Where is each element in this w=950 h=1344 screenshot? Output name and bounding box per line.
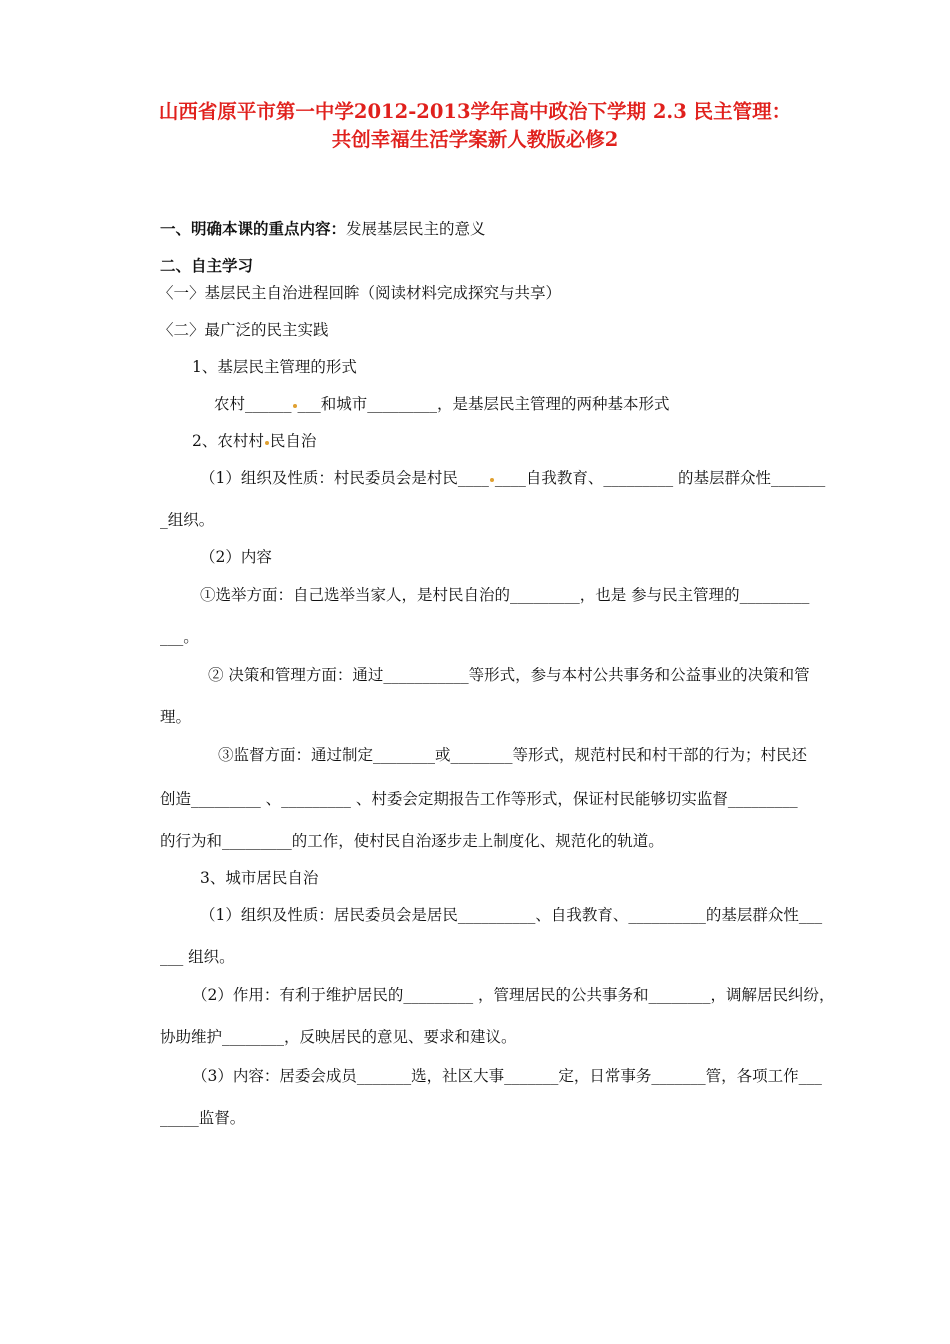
point-2-1-line-a: [200, 468, 825, 488]
section-1-heading: 一、明确本课的重点内容：: [160, 219, 347, 238]
point-2-2-1-line-a: ①选举方面：自己选举当家人，是村民自治的_________，也是 参与民主管理的_________: [200, 586, 810, 604]
point-2-2-3-line-b: 创造_________ 、_________ 、村委会定期报告工作等形式，保证村民能够切实监督_________: [160, 790, 798, 808]
point-1-text-b: ___和城市_________，是基层民主管理的两种基本形式: [297, 395, 670, 413]
point-2-2-1-line-b: ___。: [160, 628, 199, 646]
point-3-3-line-a: （3）内容：居委会成员_______选，社区大事_______定，日常事务_______管，各项工作___: [192, 1067, 822, 1085]
section-2-heading: 二、自主学习: [160, 256, 254, 275]
point-2-2-3-line-a: ③监督方面：通过制定________或________等形式，规范村民和村干部的行为；村民还: [218, 746, 808, 764]
point-2-heading-a: 2、农村村: [192, 432, 264, 450]
point-2-1-line-b: _组织。: [160, 511, 215, 529]
point-2-2-heading: （2）内容: [200, 548, 272, 566]
mark-dot: [490, 478, 494, 482]
subsection-1: 〈一〉基层民主自治进程回眸（阅读材料完成探究与共享）: [158, 284, 562, 302]
point-1-heading: 1、基层民主管理的形式: [192, 358, 357, 376]
point-2-heading: [192, 431, 316, 451]
point-1-text-a: 农村______: [214, 395, 292, 413]
section-1: [160, 219, 486, 239]
subsection-2: 〈二〉最广泛的民主实践: [158, 321, 329, 339]
point-2-1-text-a: （1）组织及性质：村民委员会是村民____: [200, 469, 489, 487]
point-3-3-line-b: _____监督。: [160, 1109, 246, 1127]
point-2-2-2-line-b: 理。: [160, 708, 192, 726]
point-3-2-line-a: （2）作用：有利于维护居民的_________ ，管理居民的公共事务和________，调解居民纠纷，: [192, 986, 835, 1004]
point-2-2-3-line-c: 的行为和_________的工作，使村民自治逐步走上制度化、规范化的轨道。: [160, 832, 664, 850]
point-3-heading: 3、城市居民自治: [200, 869, 319, 887]
point-1-text: [214, 394, 670, 414]
point-2-1-text-b: ____自我教育、_________ 的基层群众性_______: [494, 469, 826, 487]
point-3-1-line-b: ___ 组织。: [160, 948, 235, 966]
section-1-text: 发展基层民主的意义: [346, 220, 486, 238]
point-3-1-line-a: （1）组织及性质：居民委员会是居民__________、自我教育、__________的基层群众性___: [200, 906, 823, 924]
doc-title-line-2: 共创幸福生活学案新人教版必修2: [331, 128, 619, 151]
mark-dot: [293, 404, 297, 408]
point-2-heading-b: 民自治: [269, 432, 317, 450]
doc-title-line-1: 山西省原平市第一中学2012-2013学年高中政治下学期 2.3 民主管理：: [158, 100, 792, 123]
point-2-2-2-line-a: ② 决策和管理方面：通过___________等形式，参与本村公共事务和公益事业的决策和管: [208, 666, 810, 684]
mark-dot: [265, 441, 269, 445]
point-3-2-line-b: 协助维护________，反映居民的意见、要求和建议。: [160, 1028, 517, 1046]
